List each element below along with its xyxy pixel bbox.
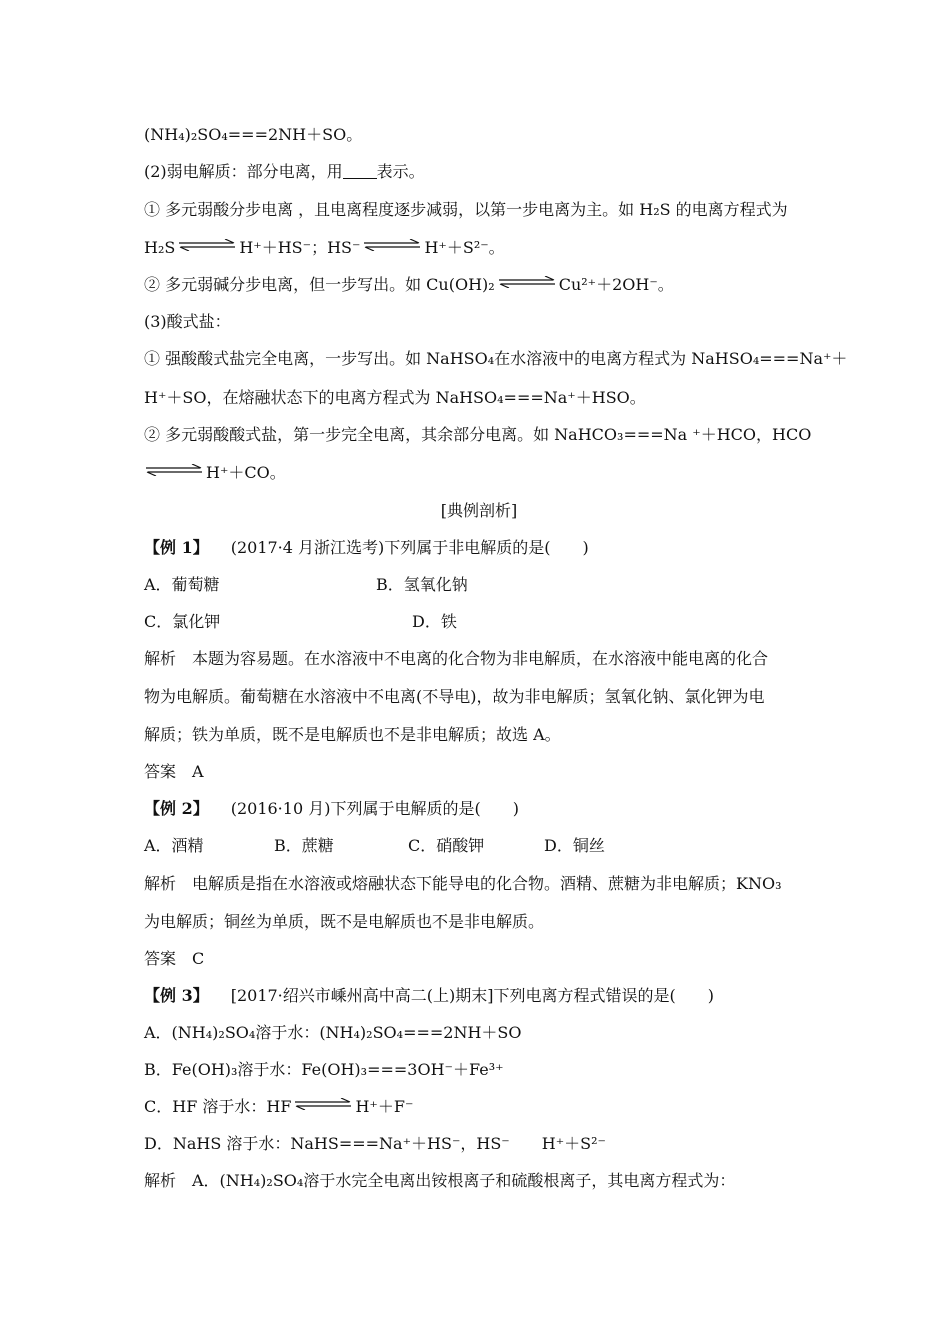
option-d: D．铁: [412, 612, 457, 631]
text-line: 解析 本题为容易题。在水溶液中不电离的化合物为非电解质，在水溶液中能电离的化合: [144, 649, 769, 668]
reversible-arrow-icon: [144, 464, 204, 476]
example-1-question: [144, 537, 814, 559]
option-d: D．NaHS 溶于水：NaHS===Na⁺＋HS⁻，HS⁻ H⁺＋S²⁻: [144, 1134, 606, 1153]
reversible-arrow-icon: [177, 239, 237, 251]
option-c: [144, 1096, 814, 1118]
text-line: (3)酸式盐：: [144, 312, 231, 331]
example-1-options-row: [144, 611, 814, 633]
option-c: C．硝酸钾: [408, 836, 485, 855]
text-span: H⁺＋S²⁻。: [424, 238, 505, 257]
answer-line: 答案 A: [144, 762, 204, 781]
text-line: (NH₄)₂SO₄===2NH＋SO。: [144, 125, 363, 144]
text-line: [144, 462, 814, 484]
example-2-options-row: [144, 835, 814, 857]
reversible-arrow-icon: [362, 239, 422, 251]
text-span: Cu²⁺＋2OH⁻。: [558, 275, 674, 294]
text-span: ② 多元弱碱分步电离，但一步写出。如 Cu(OH)₂: [144, 275, 495, 294]
text-span: C．HF 溶于水：HF: [144, 1097, 292, 1116]
text-span: 表示。: [376, 162, 425, 181]
answer-line: 答案 C: [144, 949, 205, 968]
text-line: [144, 161, 814, 183]
section-heading: [典例剖析]: [440, 501, 518, 520]
option-b: B．蔗糖: [274, 836, 334, 855]
reversible-arrow-icon: [293, 1098, 353, 1110]
example-1-options-row: [144, 574, 814, 596]
example-2-question: [144, 798, 814, 820]
text-span: (2016·10 月)下列属于电解质的是( ): [230, 799, 519, 818]
text-span: H⁺＋F⁻: [355, 1097, 414, 1116]
option-d: D．铜丝: [544, 836, 605, 855]
text-span: (2)弱电解质：部分电离，用: [144, 162, 343, 181]
text-span: (2017·4 月浙江选考)下列属于非电解质的是( ): [230, 538, 589, 557]
example-tag: 【例 2】: [144, 799, 209, 818]
text-line: 解质；铁为单质，既不是电解质也不是非电解质；故选 A。: [144, 725, 561, 744]
option-b: B．氢氧化钠: [376, 575, 468, 594]
text-line: ② 多元弱酸酸式盐，第一步完全电离，其余部分电离。如 NaHCO₃===Na ⁺＋HCO，HCO: [144, 425, 812, 444]
text-line: ① 多元弱酸分步电离 ，且电离程度逐步减弱，以第一步电离为主。如 H₂S 的电离方程式为: [144, 200, 788, 219]
text-line: ① 强酸酸式盐完全电离，一步写出。如 NaHSO₄在水溶液中的电离方程式为 NaHSO₄===Na⁺＋: [144, 349, 848, 368]
text-line: [144, 274, 814, 296]
example-tag: 【例 3】: [144, 986, 209, 1005]
fill-blank: [343, 162, 377, 179]
example-tag: 【例 1】: [144, 538, 209, 557]
text-line: [144, 237, 814, 259]
text-span: H⁺＋HS⁻；HS⁻: [239, 238, 361, 257]
text-line: 为电解质；铜丝为单质，既不是电解质也不是非电解质。: [144, 912, 545, 931]
option-c: C．氯化钾: [144, 612, 221, 631]
text-line: 解析 A．(NH₄)₂SO₄溶于水完全电离出铵根离子和硫酸根离子，其电离方程式为：: [144, 1171, 736, 1190]
option-a: A．(NH₄)₂SO₄溶于水：(NH₄)₂SO₄===2NH＋SO: [144, 1023, 522, 1042]
option-a: A．葡萄糖: [144, 575, 220, 594]
text-span: H₂S: [144, 238, 176, 257]
text-line: H⁺＋SO，在熔融状态下的电离方程式为 NaHSO₄===Na⁺＋HSO。: [144, 388, 646, 407]
example-3-question: [144, 985, 814, 1007]
text-line: 物为电解质。葡萄糖在水溶液中不电离(不导电)，故为非电解质；氢氧化钠、氯化钾为电: [144, 687, 765, 706]
option-a: A．酒精: [144, 836, 204, 855]
text-span: [2017·绍兴市嵊州高中高二(上)期末]下列电离方程式错误的是( ): [230, 986, 714, 1005]
text-span: H⁺＋CO。: [206, 463, 286, 482]
option-b: B．Fe(OH)₃溶于水：Fe(OH)₃===3OH⁻＋Fe³⁺: [144, 1060, 504, 1079]
reversible-arrow-icon: [497, 276, 557, 288]
text-line: 解析 电解质是指在水溶液或熔融状态下能导电的化合物。酒精、蔗糖为非电解质；KNO₃: [144, 874, 782, 893]
